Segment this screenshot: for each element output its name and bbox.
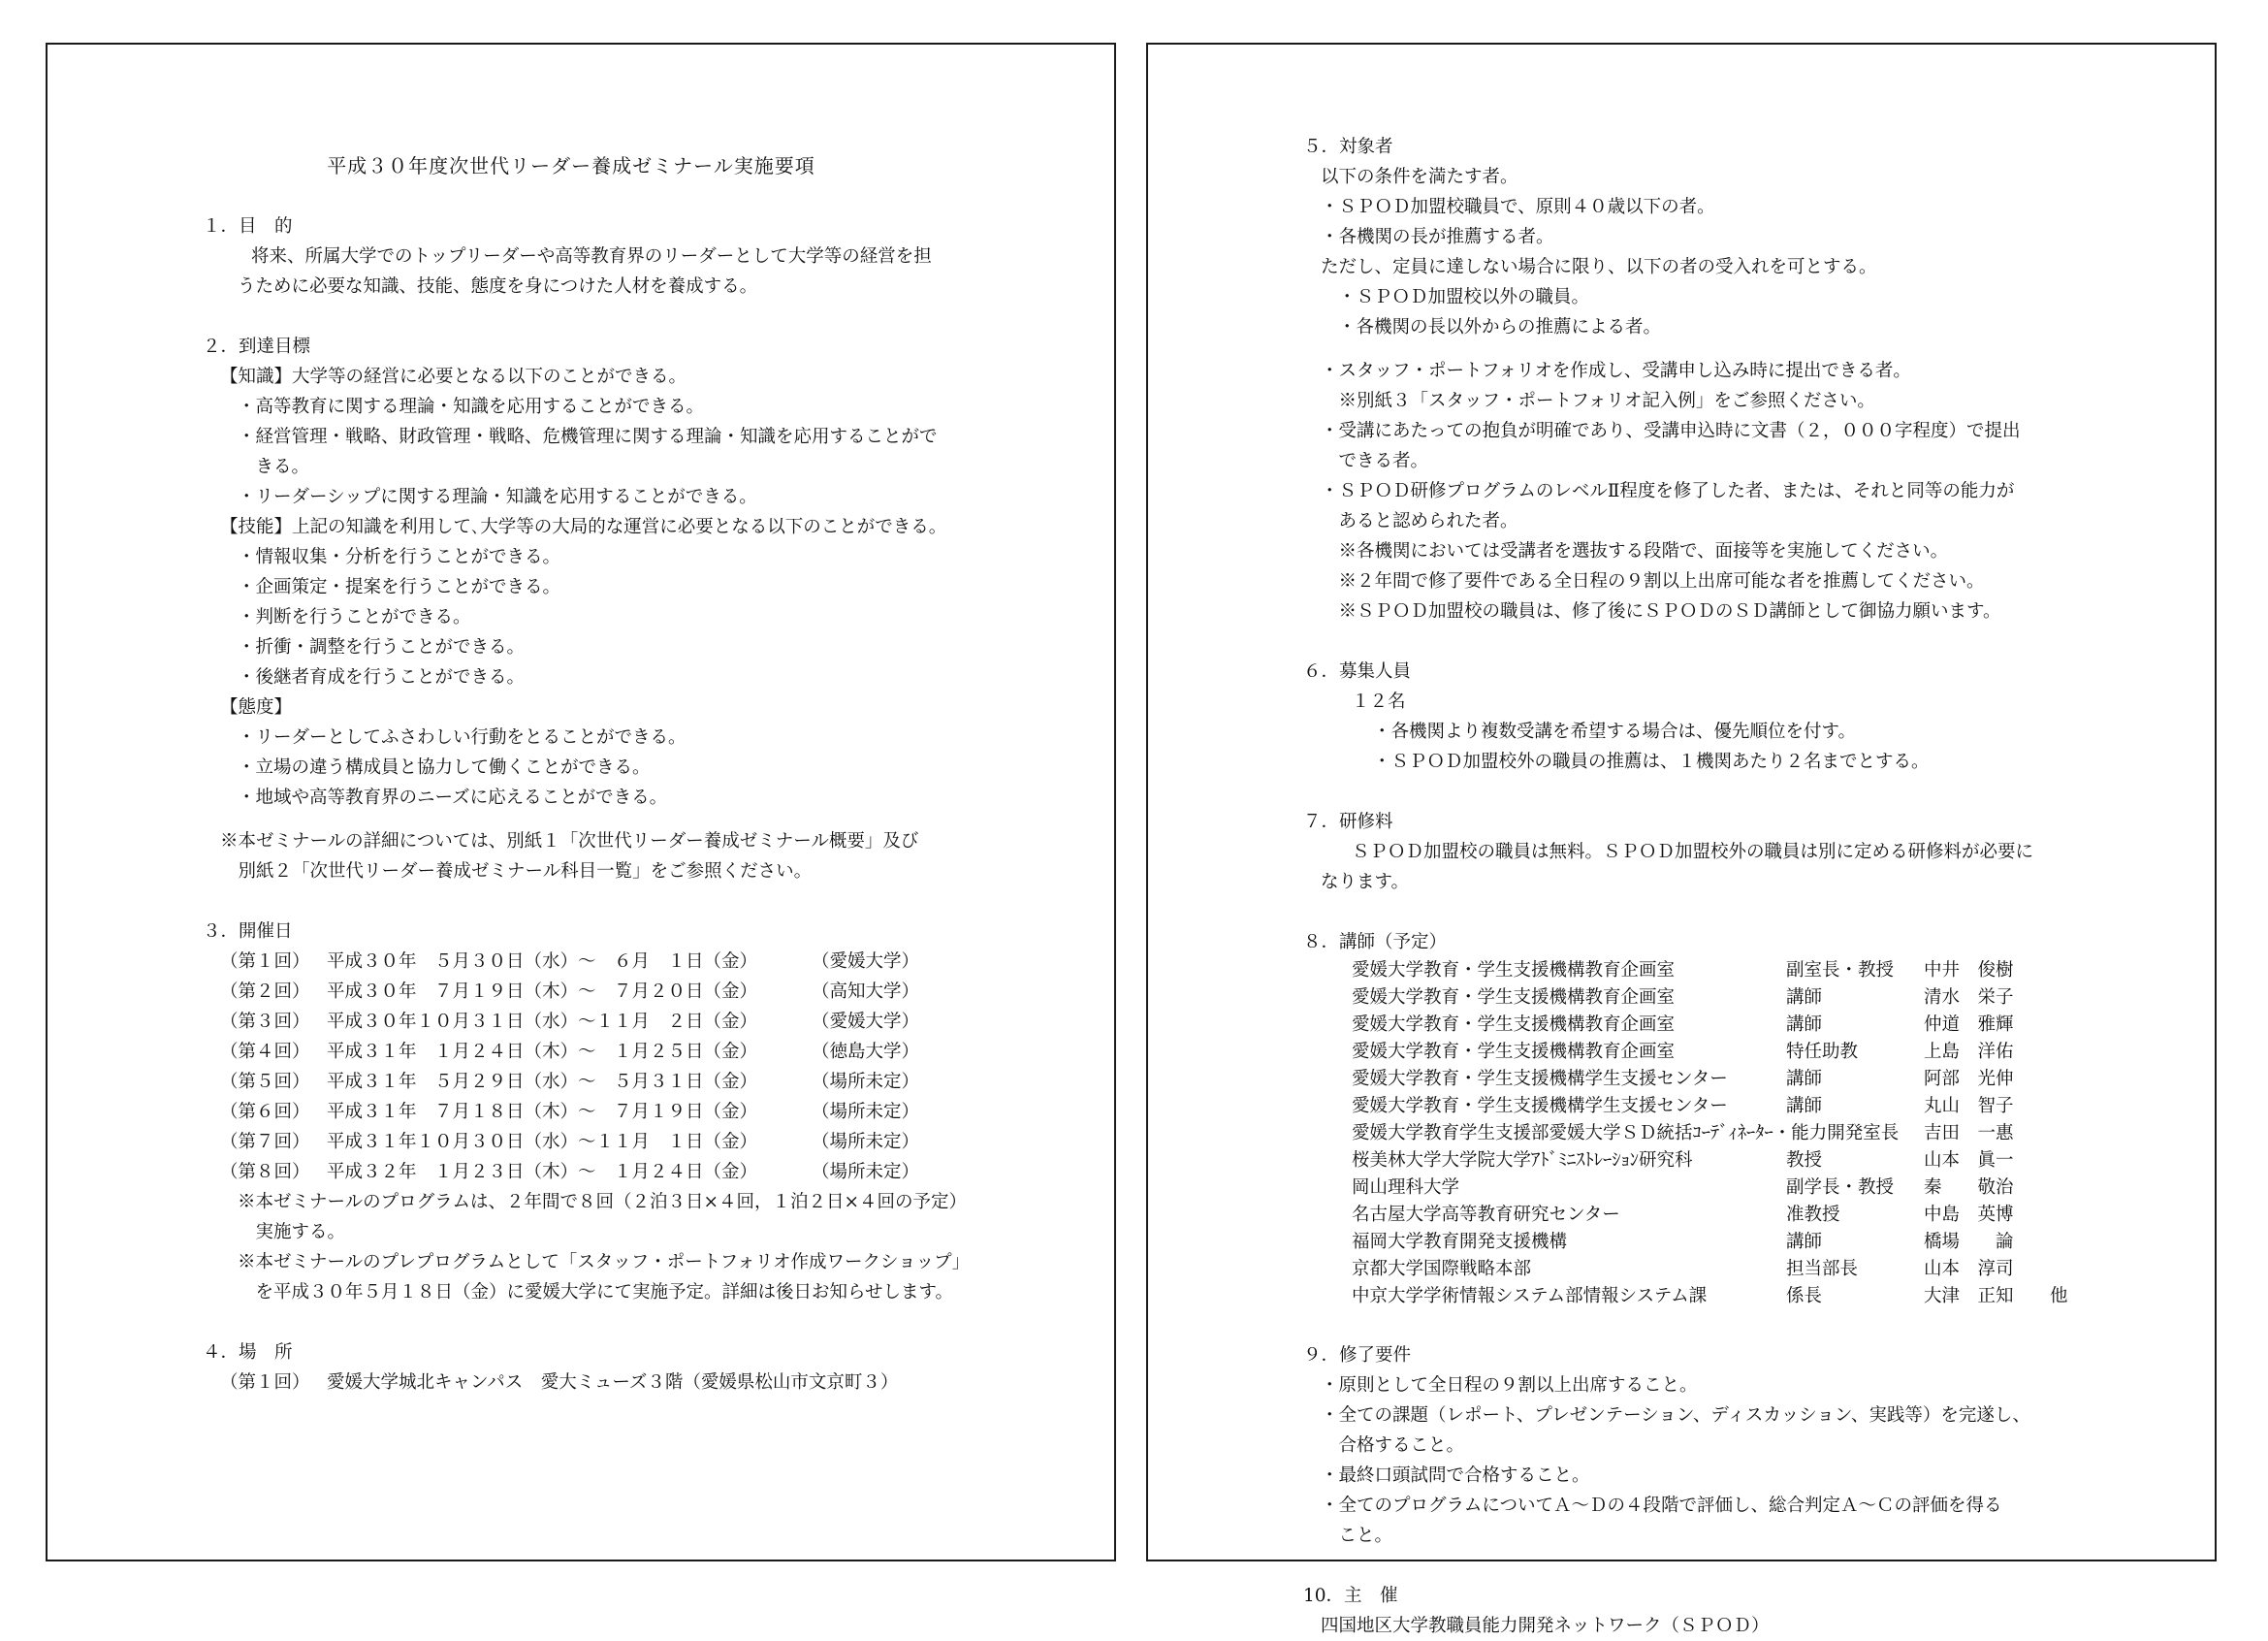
lecturer-org: 愛媛大学教育・学生支援機構教育企画室 xyxy=(1352,987,1676,1008)
list-item: こと。 xyxy=(1321,1526,1393,1546)
session-place: （徳島大学） xyxy=(812,1042,920,1062)
lecturer-etc xyxy=(2050,1256,2079,1283)
session-number: （第２回） xyxy=(220,981,310,1002)
organizer-name: 四国地区大学教職員能力開発ネットワーク（ＳＰＯＤ） xyxy=(1321,1616,1770,1636)
lecturer-etc xyxy=(2050,1120,2079,1147)
lecturer-org: 桜美林大学大学院大学ｱﾄﾞﾐﾆｽﾄﾚｰｼｮﾝ研究科 xyxy=(1352,1150,1693,1171)
lecturer-org: 中京大学学術情報システム部情報システム課 xyxy=(1352,1286,1708,1306)
schedule-row xyxy=(203,1037,970,1067)
list-item: ・企画策定・提案を行うことができる。 xyxy=(238,577,561,597)
session-place: （場所未定） xyxy=(812,1132,920,1152)
text-line: ただし、定員に達しない場合に限り、以下の者の受入れを可とする。 xyxy=(1321,257,1877,277)
session-place: （愛媛大学） xyxy=(812,951,920,972)
page-content xyxy=(203,151,970,1398)
list-item: ・高等教育に関する理論・知識を応用することができる。 xyxy=(238,397,705,417)
lecturer-position: 特任助教 xyxy=(1786,1042,1859,1062)
list-item: ・ＳＰＯＤ研修プログラムのレベルⅡ程度を修了した者、または、それと同等の能力が xyxy=(1321,481,2015,501)
list-item: できる者。 xyxy=(1321,451,1429,471)
session-dates: 平成３０年 ５月３０日（水）～ ６月 １日（金） xyxy=(327,951,758,972)
lecturer-position: 副室長・教授 xyxy=(1786,960,1895,981)
text-line: なります。 xyxy=(1321,872,1410,892)
lecturer-row xyxy=(1303,1012,2079,1039)
lecturer-org: 岡山理科大学 xyxy=(1352,1177,1460,1198)
list-item: ・情報収集・分析を行うことができる。 xyxy=(238,547,561,567)
note-line: を平成３０年５月１８日（金）に愛媛大学にて実施予定。詳細は後日お知らせします。 xyxy=(238,1282,953,1303)
note-line: ※本ゼミナールのプレプログラムとして「スタッフ・ポートフォリオ作成ワークショップ」 xyxy=(238,1252,971,1272)
list-item: ・ＳＰＯＤ加盟校以外の職員。 xyxy=(1338,287,1590,307)
section-purpose xyxy=(203,211,970,302)
session-dates: 平成３０年 ７月１９日（木）～ ７月２０日（金） xyxy=(327,981,758,1002)
lecturer-row xyxy=(1303,957,2079,984)
list-item: ・最終口頭試問で合格すること。 xyxy=(1321,1465,1590,1486)
lecturer-row xyxy=(1303,984,2079,1012)
lecturer-name: 中井 俊樹 xyxy=(1924,960,2014,981)
lecturer-position: 副学長・教授 xyxy=(1786,1177,1895,1198)
lecturer-row xyxy=(1303,1283,2079,1310)
lecturer-position: 講師 xyxy=(1786,1069,1823,1089)
page-content xyxy=(1303,132,2079,1641)
lecturer-etc xyxy=(2050,1174,2079,1202)
note-line: ※２年間で修了要件である全日程の９割以上出席可能な者を推薦してください。 xyxy=(1321,571,1985,592)
lecturer-etc xyxy=(2050,1202,2079,1229)
schedule-row xyxy=(203,1007,970,1037)
section-heading: ３．開催日 xyxy=(203,921,293,942)
section-organizer xyxy=(1303,1581,2079,1641)
section-fee xyxy=(1303,807,2079,897)
schedule-row xyxy=(203,947,970,977)
list-item: ・判断を行うことができる。 xyxy=(238,607,471,627)
session-place: （場所未定） xyxy=(812,1072,920,1092)
session-place: （愛媛大学） xyxy=(812,1012,920,1032)
document-title: 平成３０年度次世代リーダー養成ゼミナール実施要項 xyxy=(327,154,815,177)
schedule-row xyxy=(203,1127,970,1157)
list-item: ※別紙３「スタッフ・ポートフォリオ記入例」をご参照ください。 xyxy=(1321,391,1875,411)
schedule-row xyxy=(203,1067,970,1097)
lecturer-name: 吉田 一惠 xyxy=(1924,1123,2014,1143)
schedule-row xyxy=(203,977,970,1007)
session-place: （場所未定） xyxy=(812,1102,920,1122)
lecturer-row xyxy=(1303,1120,2079,1147)
lecturer-position: 講師 xyxy=(1786,1232,1823,1252)
schedule-row xyxy=(203,1157,970,1187)
section-heading: ７．研修料 xyxy=(1303,812,1393,832)
session-number: （第６回） xyxy=(220,1102,310,1122)
list-item: ・ＳＰＯＤ加盟校外の職員の推薦は、１機関あたり２名までとする。 xyxy=(1373,752,1930,772)
list-item: ・リーダーシップに関する理論・知識を応用することができる。 xyxy=(238,487,757,507)
list-item: ・受講にあたっての抱負が明確であり、受講申込時に文書（２，０００字程度）で提出 xyxy=(1321,421,2021,441)
section-venue xyxy=(203,1337,970,1398)
list-item: ・全ての課題（レポート、プレゼンテーション、ディスカッション、実践等）を完遂し、 xyxy=(1321,1405,2030,1426)
lecturer-org: 名古屋大学高等教育研究センター xyxy=(1352,1205,1620,1225)
lecturer-name: 大津 正知 xyxy=(1924,1286,2014,1306)
lecturer-position: 講師 xyxy=(1786,987,1823,1008)
schedule-row xyxy=(203,1097,970,1127)
lecturer-name: 橋場 論 xyxy=(1924,1232,2014,1252)
section-eligibility xyxy=(1303,132,2079,627)
lecturer-name: 仲道 雅輝 xyxy=(1924,1014,2014,1035)
lecturer-etc: 他 xyxy=(2050,1286,2068,1306)
section-completion xyxy=(1303,1340,2079,1551)
lecturer-position: 講師 xyxy=(1786,1096,1823,1116)
section-goals xyxy=(203,332,970,886)
list-item: きる。 xyxy=(238,457,310,477)
lecturer-row xyxy=(1303,1066,2079,1093)
section-dates xyxy=(203,917,970,1307)
session-number: （第７回） xyxy=(220,1132,310,1152)
lecturer-name: 清水 栄子 xyxy=(1924,987,2014,1008)
lecturer-position: 教授 xyxy=(1786,1150,1823,1171)
lecturer-row xyxy=(1303,1256,2079,1283)
session-dates: 平成３１年１０月３０日（水）～１１月 １日（金） xyxy=(327,1132,758,1152)
section-heading: ８．講師（予定） xyxy=(1303,932,1448,952)
lecturer-etc xyxy=(2050,1039,2079,1066)
section-heading: ６．募集人員 xyxy=(1303,661,1412,682)
text-line: うために必要な知識、技能、態度を身につけた人材を養成する。 xyxy=(238,276,758,297)
note-line: 別紙２「次世代リーダー養成ゼミナール科目一覧」をご参照ください。 xyxy=(220,861,813,882)
note-line: ※本ゼミナールのプログラムは、２年間で８回（２泊３日×４回，１泊２日×４回の予定） xyxy=(238,1192,967,1212)
note-line: ※本ゼミナールの詳細については、別紙１「次世代リーダー養成ゼミナール概要」及び xyxy=(220,831,919,852)
document-page-left xyxy=(46,43,1116,1561)
section-heading: ９．修了要件 xyxy=(1303,1345,1412,1366)
lecturer-org: 愛媛大学教育・学生支援機構教育企画室 xyxy=(1352,1042,1676,1062)
lecturer-row xyxy=(1303,1202,2079,1229)
session-number: （第１回） xyxy=(220,951,310,972)
capacity-count: １２名 xyxy=(1352,692,1406,712)
note-line: 実施する。 xyxy=(238,1222,346,1242)
note-line: ※各機関においては受講者を選抜する段階で、面接等を実施してください。 xyxy=(1321,541,1949,562)
subheading: 【知識】大学等の経営に必要となる以下のことができる。 xyxy=(220,367,687,387)
lecturer-name: 秦 敬治 xyxy=(1924,1177,2014,1198)
lecturer-etc xyxy=(2050,1066,2079,1093)
note-line: ※ＳＰＯＤ加盟校の職員は、修了後にＳＰＯＤのＳＤ講師として御協力願います。 xyxy=(1321,601,2001,622)
list-item: ・経営管理・戦略、財政管理・戦略、危機管理に関する理論・知識を応用することがで xyxy=(238,427,938,447)
list-item: ・立場の違う構成員と協力して働くことができる。 xyxy=(238,757,651,778)
lecturer-position: 担当部長 xyxy=(1786,1259,1859,1279)
text-line: ＳＰＯＤ加盟校の職員は無料。ＳＰＯＤ加盟校外の職員は別に定める研修料が必要に xyxy=(1352,842,2034,862)
section-lecturers xyxy=(1303,927,2079,1310)
session-place: （場所未定） xyxy=(812,1162,920,1182)
list-item: ・原則として全日程の９割以上出席すること。 xyxy=(1321,1375,1698,1396)
lecturer-name: 丸山 智子 xyxy=(1924,1096,2014,1116)
list-item: ・各機関の長以外からの推薦による者。 xyxy=(1338,317,1662,338)
section-heading: ４．場 所 xyxy=(203,1342,293,1363)
session-number: （第１回） xyxy=(220,1372,310,1393)
section-heading: 10．主 催 xyxy=(1303,1586,1398,1606)
lecturer-etc xyxy=(2050,1093,2079,1120)
lecturer-row xyxy=(1303,1039,2079,1066)
lecturer-row xyxy=(1303,1093,2079,1120)
lecturer-position: 講師 xyxy=(1786,1014,1823,1035)
list-item: ・地域や高等教育界のニーズに応えることができる。 xyxy=(238,788,668,808)
text-line: 将来、所属大学でのトップリーダーや高等教育界のリーダーとして大学等の経営を担 xyxy=(251,246,932,267)
lecturer-org: 愛媛大学教育・学生支援機構教育企画室 xyxy=(1352,960,1676,981)
list-item: ・折衝・調整を行うことができる。 xyxy=(238,637,526,658)
list-item: ・ＳＰＯＤ加盟校職員で、原則４０歳以下の者。 xyxy=(1321,197,1715,217)
session-dates: 平成３２年 １月２３日（木）～ １月２４日（金） xyxy=(327,1162,758,1182)
lecturer-name: 中島 英博 xyxy=(1924,1205,2014,1225)
lecturer-name: 上島 洋佑 xyxy=(1924,1042,2014,1062)
section-heading: ２．到達目標 xyxy=(203,337,311,357)
subheading: 【態度】 xyxy=(220,697,293,718)
list-item: ・後継者育成を行うことができる。 xyxy=(238,667,526,688)
venue-text: 愛媛大学城北キャンパス 愛大ミューズ３階（愛媛県松山市文京町３） xyxy=(327,1372,899,1393)
lecturer-etc xyxy=(2050,984,2079,1012)
session-place: （高知大学） xyxy=(812,981,920,1002)
lecturer-org: 愛媛大学教育・学生支援機構教育企画室 xyxy=(1352,1014,1676,1035)
list-item: ・各機関より複数受講を希望する場合は、優先順位を付す。 xyxy=(1373,722,1857,742)
lecturer-name: 山本 眞一 xyxy=(1924,1150,2014,1171)
lecturer-name: 山本 淳司 xyxy=(1924,1259,2014,1279)
list-item: あると認められた者。 xyxy=(1321,511,1518,531)
lecturer-position: 准教授 xyxy=(1786,1205,1840,1225)
session-number: （第８回） xyxy=(220,1162,310,1182)
lecturer-etc xyxy=(2050,1147,2079,1174)
list-item: ・全てのプログラムについてＡ～Ｄの４段階で評価し、総合判定Ａ～Ｃの評価を得る xyxy=(1321,1496,2002,1516)
lecturer-org: 愛媛大学教育・学生支援機構学生支援センター xyxy=(1352,1096,1728,1116)
lecturer-row xyxy=(1303,1147,2079,1174)
section-heading: ５．対象者 xyxy=(1303,137,1393,157)
document-page-right xyxy=(1146,43,2217,1636)
session-dates: 平成３１年 ７月１８日（木）～ ７月１９日（金） xyxy=(327,1102,758,1122)
lecturer-row xyxy=(1303,1229,2079,1256)
lecturer-position: 係長 xyxy=(1786,1286,1823,1306)
session-number: （第５回） xyxy=(220,1072,310,1092)
session-number: （第３回） xyxy=(220,1012,310,1032)
session-number: （第４回） xyxy=(220,1042,310,1062)
section-heading: １．目 的 xyxy=(203,216,293,237)
lecturer-etc xyxy=(2050,1012,2079,1039)
list-item: ・リーダーとしてふさわしい行動をとることができる。 xyxy=(238,727,687,748)
lecturer-name: 阿部 光伸 xyxy=(1924,1069,2014,1089)
list-item: ・スタッフ・ポートフォリオを作成し、受講申し込み時に提出できる者。 xyxy=(1321,361,1911,381)
venue-row xyxy=(203,1368,970,1398)
session-dates: 平成３１年 １月２４日（木）～ １月２５日（金） xyxy=(327,1042,758,1062)
lecturer-row xyxy=(1303,1174,2079,1202)
lecturer-org: 愛媛大学教育学生支援部愛媛大学ＳＤ統括ｺｰﾃﾞｨﾈｰﾀｰ・能力開発室長 xyxy=(1352,1123,1900,1143)
section-capacity xyxy=(1303,657,2079,777)
session-dates: 平成３１年 ５月２９日（水）～ ５月３１日（金） xyxy=(327,1072,758,1092)
session-dates: 平成３０年１０月３１日（水）～１１月 ２日（金） xyxy=(327,1012,758,1032)
lecturer-etc xyxy=(2050,957,2079,984)
lecturer-etc xyxy=(2050,1229,2079,1256)
lecturer-org: 京都大学国際戦略本部 xyxy=(1352,1259,1532,1279)
list-item: ・各機関の長が推薦する者。 xyxy=(1321,227,1554,247)
lecturer-org: 福岡大学教育開発支援機構 xyxy=(1352,1232,1568,1252)
list-item: 合格すること。 xyxy=(1321,1435,1465,1456)
subheading: 【技能】上記の知識を利用して､大学等の大局的な運営に必要となる以下のことができる。 xyxy=(220,517,947,537)
text-line: 以下の条件を満たす者。 xyxy=(1321,167,1518,187)
lecturer-org: 愛媛大学教育・学生支援機構学生支援センター xyxy=(1352,1069,1728,1089)
